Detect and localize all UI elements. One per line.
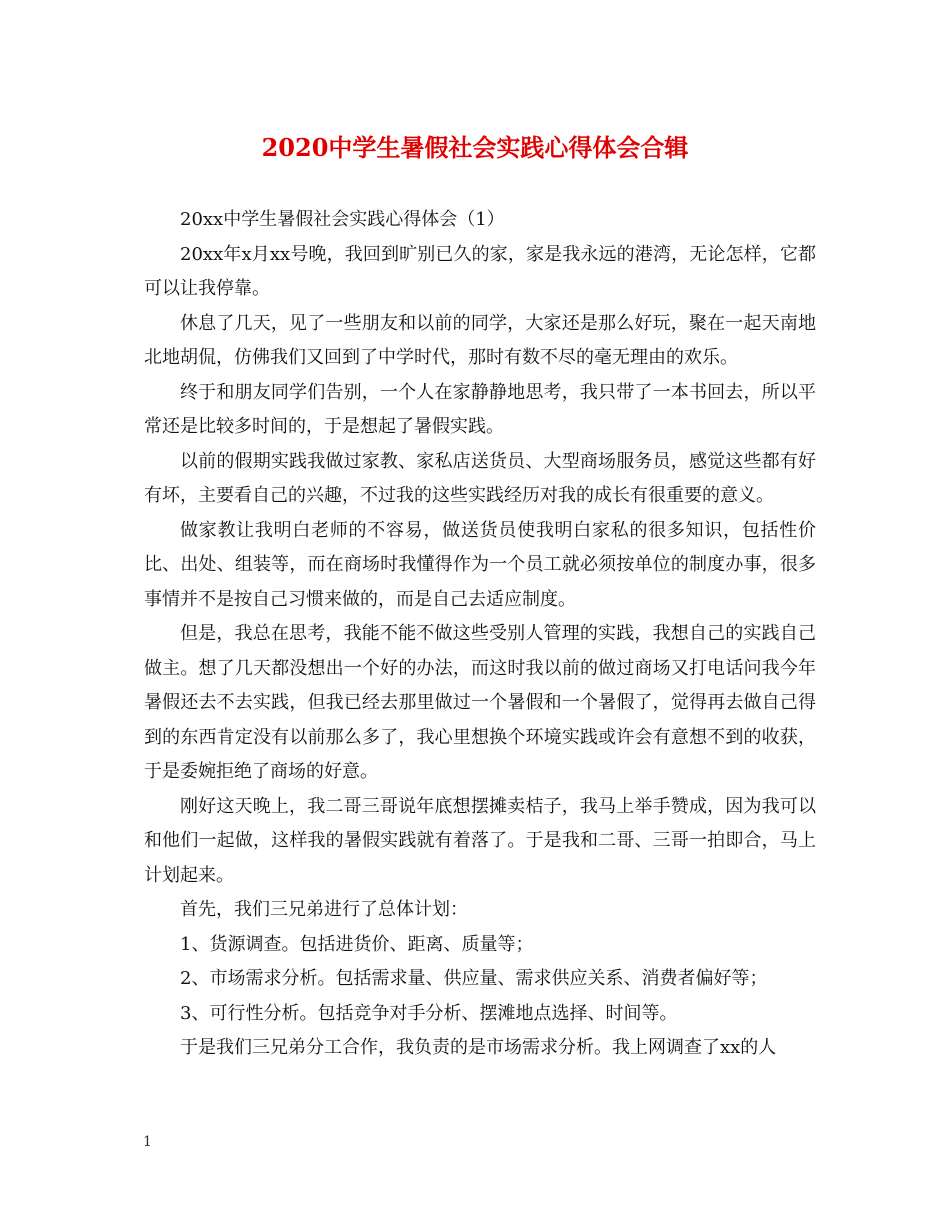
paragraph: 休息了几天，见了一些朋友和以前的同学，大家还是那么好玩，聚在一起天南地北地胡侃，仿佛我们又回到了中学时代，那时有数不尽的毫无理由的欢乐。 — [144, 312, 816, 368]
list-item: 1、货源调查。包括进货价、距离、质量等； — [180, 933, 534, 955]
paragraph: 于是我们三兄弟分工合作，我负责的是市场需求分析。我上网调查了xx的人 — [180, 1037, 777, 1058]
paragraph: 终于和朋友同学们告别，一个人在家静静地思考，我只带了一本书回去，所以平常还是比较多时间的，于是想起了暑假实践。 — [144, 381, 816, 437]
list-item: 2、市场需求分析。包括需求量、供应量、需求供应关系、消费者偏好等； — [180, 968, 768, 989]
page-number: 1 — [143, 1134, 152, 1150]
document-body — [144, 203, 816, 1066]
paragraph: 以前的假期实践我做过家教、家私店送货员、大型商场服务员，感觉这些都有好有坏，主要看自己的兴趣，不过我的这些实践经历对我的成长有很重要的意义。 — [144, 450, 816, 506]
paragraph: 但是，我总在思考，我能不能不做这些受别人管理的实践，我想自己的实践自己做主。想了几天都没想出一个好的办法，而这时我以前的做过商场又打电话问我今年暑假还去不去实践，但我已经去那里做过一个暑假和一个暑假了，觉得再去做自己得到的东西肯定没有以前那么多了，我心里想换个环境实践或许会有意想不到的收获，于是委婉拒绝了商场的好意。 — [144, 623, 816, 782]
paragraph: 刚好这天晚上，我二哥三哥说年底想摆摊卖桔子，我马上举手赞成，因为我可以和他们一起做，这样我的暑假实践就有着落了。于是我和二哥、三哥一拍即合，马上计划起来。 — [144, 795, 816, 886]
document-title: 2020中学生暑假社会实践心得体会合辑 — [261, 133, 689, 162]
list-item: 3、可行性分析。包括竞争对手分析、摆滩地点选择、时间等。 — [180, 1002, 678, 1024]
paragraph: 20xx年x月xx号晚，我回到旷别已久的家，家是我永远的港湾，无论怎样，它都可以让我停靠。 — [144, 243, 816, 299]
paragraph: 做家教让我明白老师的不容易，做送货员使我明白家私的很多知识，包括性价比、出处、组装等，而在商场时我懂得作为一个员工就必须按单位的制度办事，很多事情并不是按自己习惯来做的，而是自己去适应制度。 — [144, 519, 816, 610]
paragraph: 首先，我们三兄弟进行了总体计划： — [180, 899, 468, 920]
section-heading: 20xx中学生暑假社会实践心得体会（1） — [180, 209, 505, 230]
